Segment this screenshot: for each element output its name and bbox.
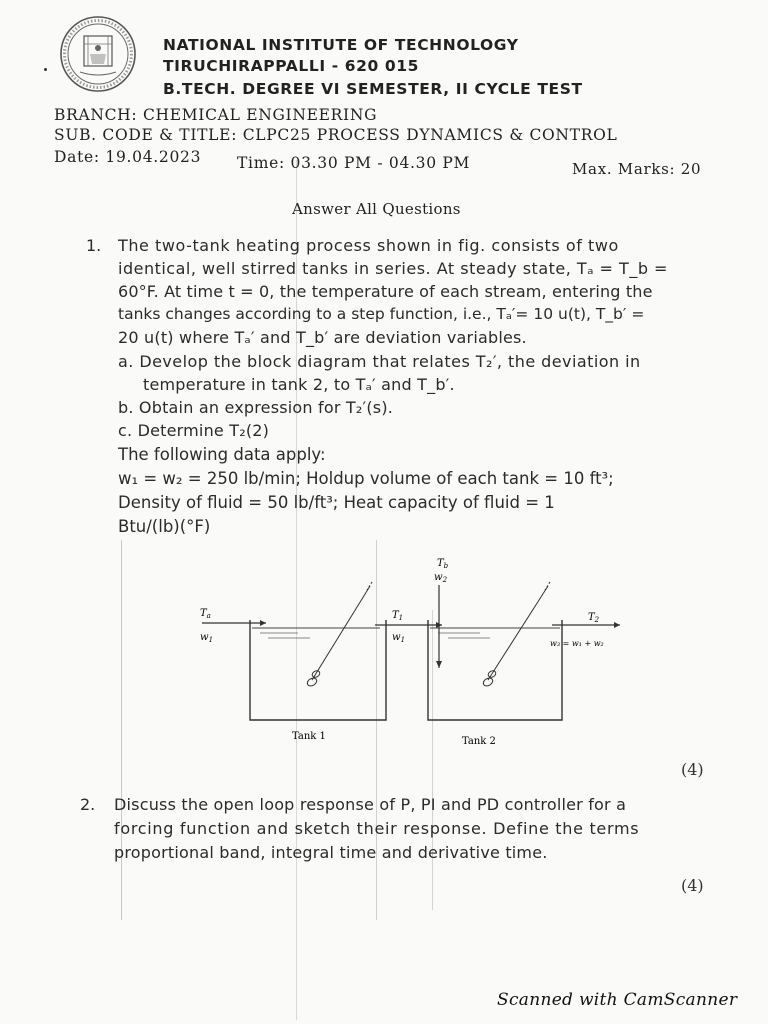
data-line: Density of fluid = 50 lb/ft³; Heat capacity of fluid = 1 [118, 493, 555, 512]
data-line: w₁ = w₂ = 250 lb/min; Holdup volume of each tank = 10 ft³; [118, 469, 614, 488]
instruction: Answer All Questions [292, 200, 461, 218]
q1-marks: (4) [681, 760, 704, 779]
tank-2-vessel [428, 620, 562, 720]
exam-date: Date: 19.04.2023 [54, 148, 202, 166]
q2-number: 2. [80, 795, 96, 814]
q1-line: The two-tank heating process shown in fig. consists of two [118, 236, 619, 255]
label-t2: $T_2$ [588, 612, 600, 624]
label-w1-between: $w_1$ [392, 632, 406, 644]
q1-part-a: a. Develop the block diagram that relates T₂′, the deviation in [118, 352, 641, 371]
label-tank-1: Tank 1 [292, 731, 326, 742]
label-tb: $T_b$ [437, 558, 449, 570]
q1-line: identical, well stirred tanks in series. At steady state, Tₐ = T_b = [118, 259, 668, 278]
data-line: Btu/(lb)(°F) [118, 517, 211, 536]
institute-seal-icon [58, 14, 138, 94]
q2-marks: (4) [681, 876, 704, 895]
branch: BRANCH: CHEMICAL ENGINEERING [54, 106, 378, 124]
data-intro: The following data apply: [118, 445, 326, 464]
institute-name: NATIONAL INSTITUTE OF TECHNOLOGY [163, 36, 519, 54]
q1-number: 1. [86, 236, 102, 255]
scanner-watermark: Scanned with CamScanner [497, 990, 738, 1010]
stirrer-shaft-tank-2 [488, 586, 548, 680]
subject: SUB. CODE & TITLE: CLPC25 PROCESS DYNAMICS & CONTROL [54, 126, 618, 144]
exam-title: B.TECH. DEGREE VI SEMESTER, II CYCLE TEST [163, 80, 583, 98]
q1-line: 20 u(t) where Tₐ′ and T_b′ are deviation variables. [118, 328, 527, 347]
label-t1: $T_1$ [392, 610, 404, 622]
label-w1: $w_1$ [200, 632, 214, 644]
stirrer-impeller-tank-1 [306, 676, 318, 687]
label-ta: $T_a$ [200, 608, 211, 620]
stirrer-shaft-tank-1 [312, 586, 370, 680]
q1-line: tanks changes according to a step function, i.e., Tₐ′= 10 u(t), T_b′ = [118, 305, 645, 323]
q1-part-c: c. Determine T₂(2) [118, 421, 270, 440]
q1-part-b: b. Obtain an expression for T₂′(s). [118, 398, 394, 417]
q2-line: forcing function and sketch their response. Define the terms [114, 819, 640, 838]
stirrer-impeller-tank-2 [482, 676, 494, 687]
label-w3: w₃ = w₁ + w₂ [550, 639, 604, 648]
max-marks: Max. Marks: 20 [572, 160, 702, 178]
q1-line: 60°F. At time t = 0, the temperature of each stream, entering the [118, 282, 653, 301]
q1-part-a-cont: temperature in tank 2, to Tₐ′ and T_b′. [143, 375, 455, 394]
two-tank-diagram [180, 540, 650, 755]
institute-city: TIRUCHIRAPPALLI - 620 015 [163, 57, 420, 75]
label-tank-2: Tank 2 [462, 736, 496, 747]
exam-time: Time: 03.30 PM - 04.30 PM [237, 154, 471, 172]
label-w2: $w_2$ [434, 572, 448, 584]
q2-line: proportional band, integral time and derivative time. [114, 843, 548, 862]
speck [44, 68, 47, 71]
scan-line [121, 540, 122, 920]
q2-line: Discuss the open loop response of P, PI and PD controller for a [114, 795, 627, 814]
